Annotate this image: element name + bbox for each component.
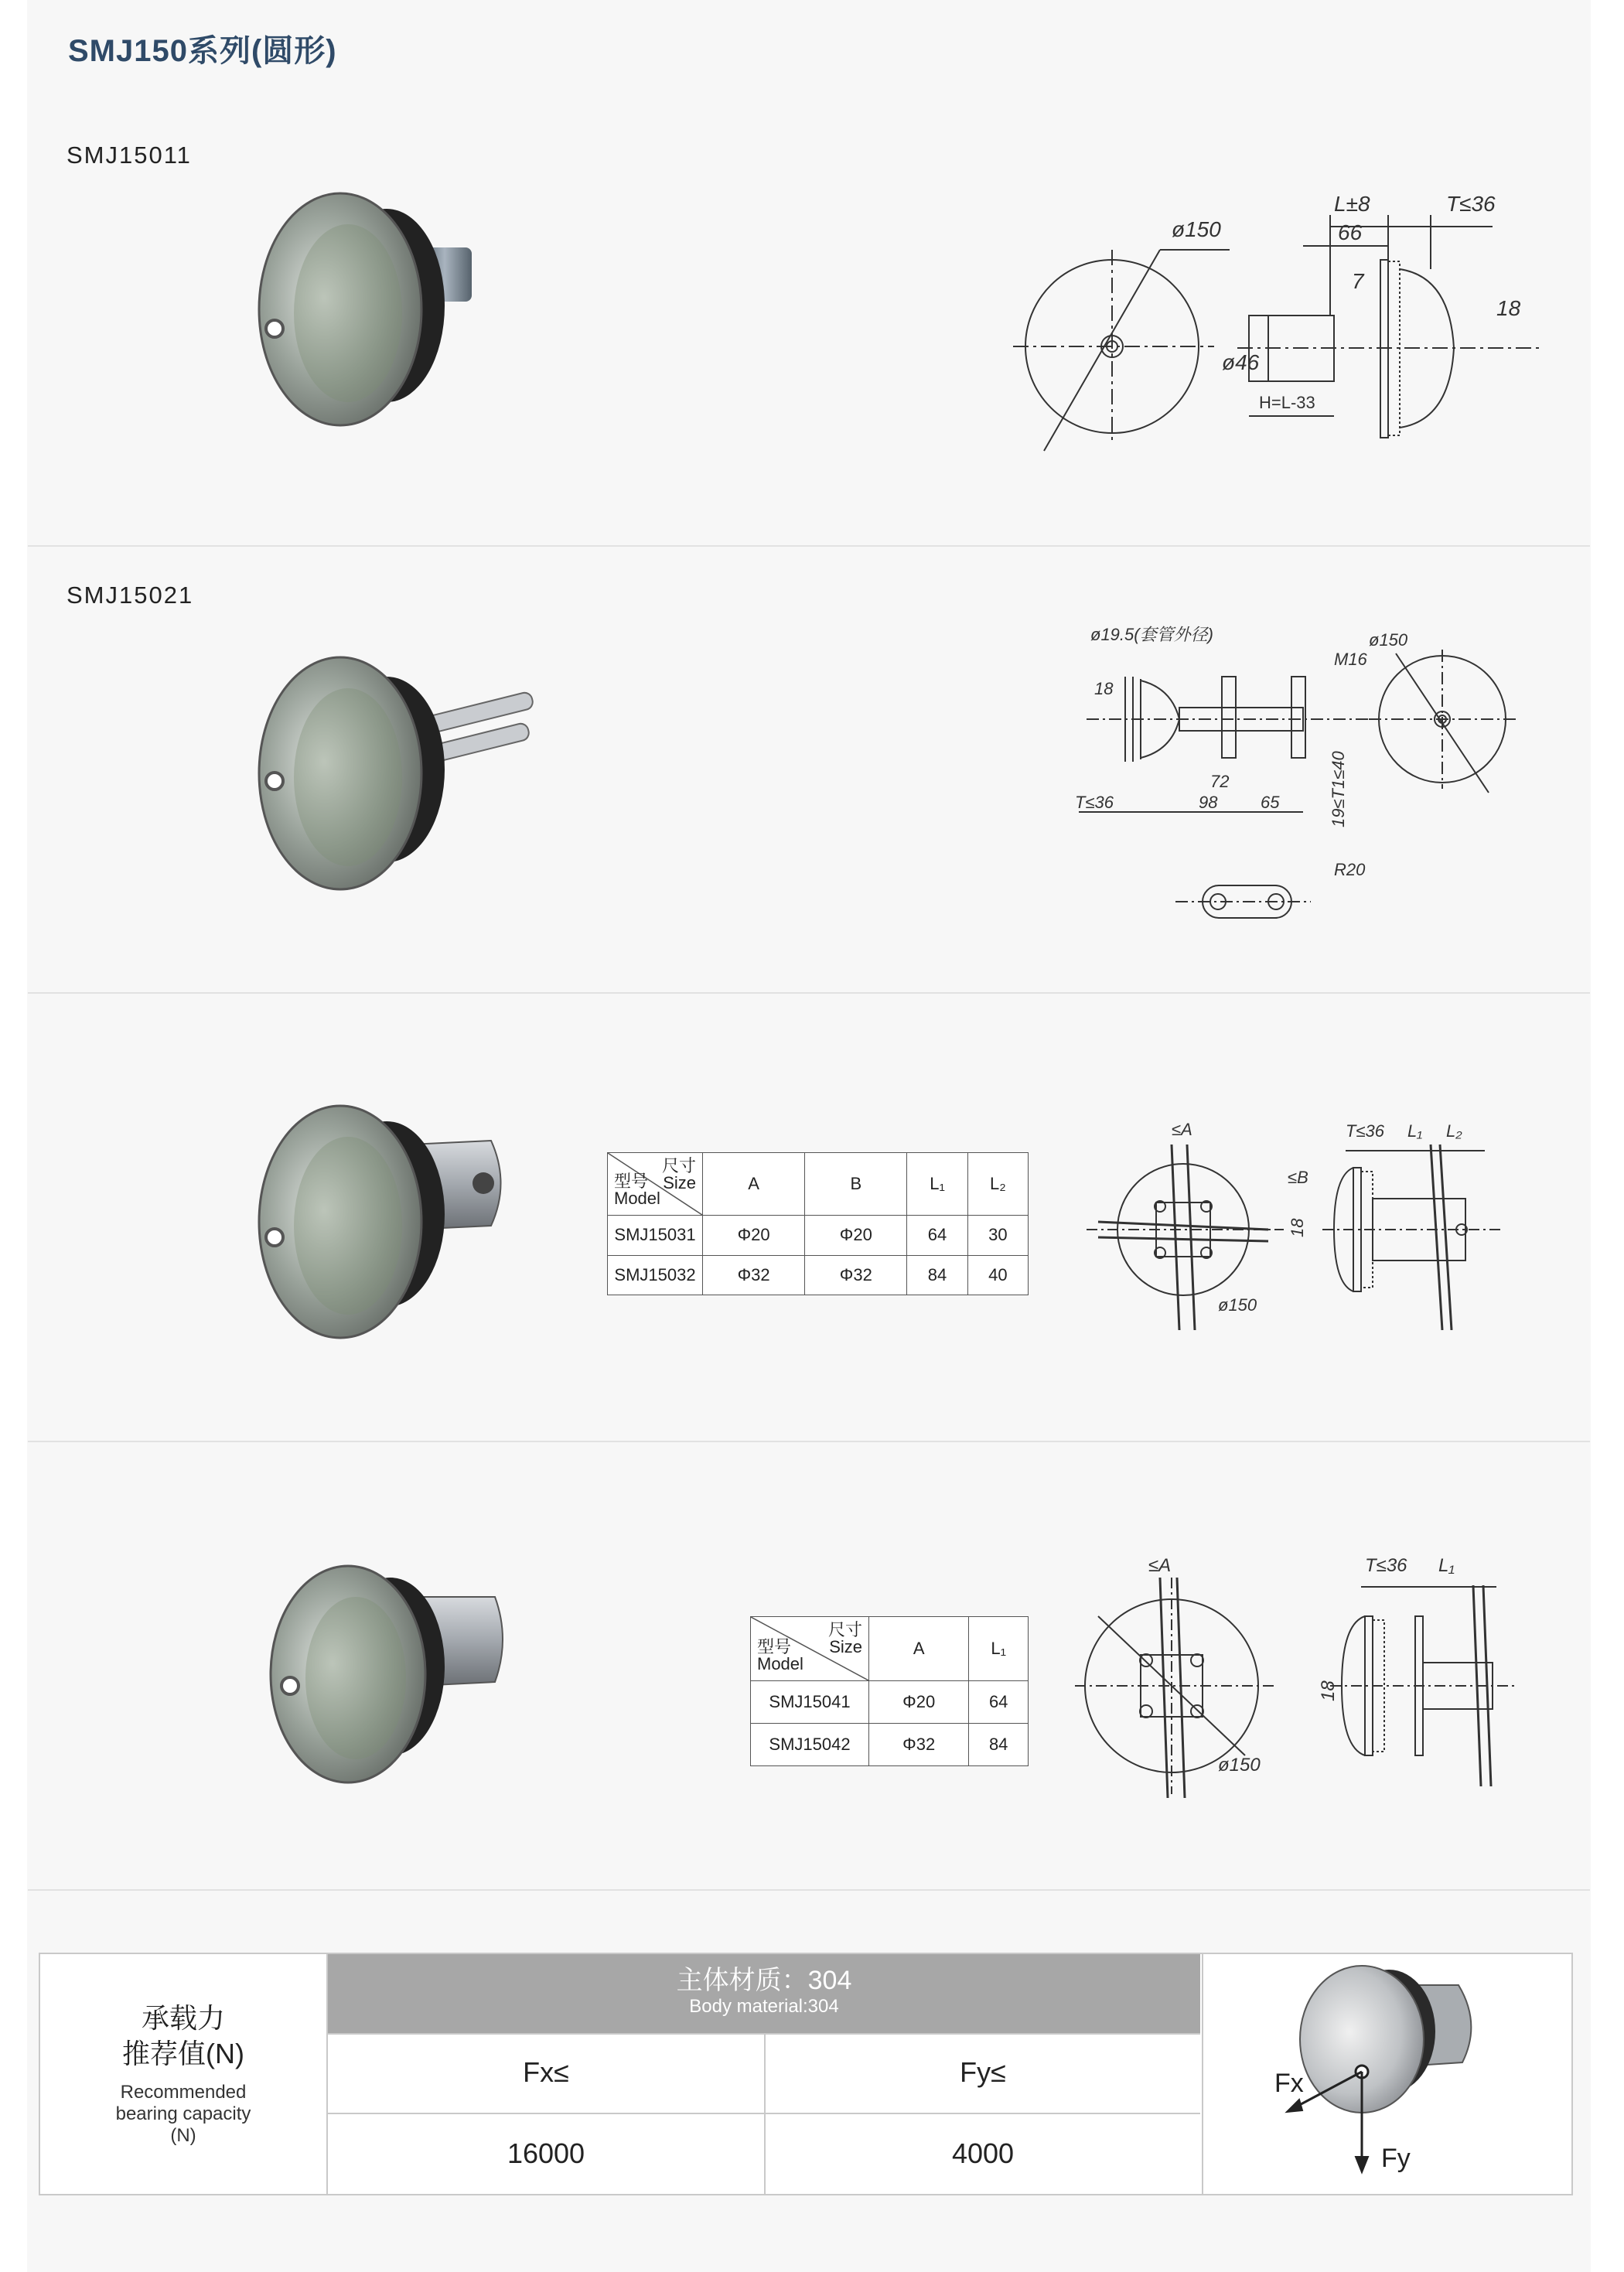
technical-drawing-smj1503 xyxy=(1083,1114,1516,1330)
capacity-label-en-3: (N) xyxy=(170,2125,196,2146)
dim-l-tolerance: L±8 xyxy=(1334,192,1370,216)
fy-label: Fy≤ xyxy=(960,2056,1006,2088)
table-row xyxy=(608,1216,1029,1256)
table-cell: 64 xyxy=(907,1216,967,1256)
corner-model-cn: 型号 xyxy=(757,1637,792,1656)
dim-18: 18 xyxy=(1318,1680,1339,1701)
table-row xyxy=(608,1255,1029,1295)
spec-table-smj1503 xyxy=(607,1152,1029,1295)
corner-model-en: Model xyxy=(614,1189,660,1208)
dim-7: 7 xyxy=(1352,269,1364,293)
dim-r20: R20 xyxy=(1334,860,1366,879)
diagram-fx-label: Fx xyxy=(1274,2069,1304,2098)
corner-model-cn: 型号 xyxy=(614,1172,649,1191)
corner-model-en: Model xyxy=(757,1654,803,1673)
dim-l1: L₁ xyxy=(1438,1555,1455,1576)
fy-value: 4000 xyxy=(951,2137,1015,2169)
table-cell: 84 xyxy=(969,1724,1029,1766)
bearing-capacity-table xyxy=(39,1953,1573,2195)
dim-b: ≤B xyxy=(1288,1168,1308,1187)
technical-drawing-smj1504 xyxy=(1075,1547,1523,1802)
table-cell: 40 xyxy=(967,1255,1028,1295)
dim-a: ≤A xyxy=(1148,1555,1172,1576)
product-photo-smj15021 xyxy=(224,653,557,901)
capacity-label-en: Recommended xyxy=(120,2082,247,2103)
section-divider xyxy=(28,992,1590,994)
technical-drawing-smj15011 xyxy=(998,184,1554,462)
material-en: Body material:304 xyxy=(689,1996,839,2017)
capacity-label-cn-2: 推荐值(N) xyxy=(122,2038,244,2069)
column-header: L₁ xyxy=(969,1617,1029,1681)
corner-size-cn: 尺寸 xyxy=(827,1620,862,1639)
dim-diameter: ø150 xyxy=(1218,1755,1261,1776)
dim-t-max: T≤36 xyxy=(1075,793,1114,812)
table-cell: 30 xyxy=(967,1216,1028,1256)
model-label-smj15011: SMJ15011 xyxy=(67,142,192,169)
capacity-label-cn: 承载力 xyxy=(141,2002,225,2034)
dim-t1: 19≤T1≤40 xyxy=(1329,751,1348,827)
section-divider xyxy=(28,1441,1590,1442)
column-header: L₁ xyxy=(907,1153,967,1216)
capacity-label-en-2: bearing capacity xyxy=(115,2103,251,2124)
dim-18: 18 xyxy=(1094,679,1114,698)
table-cell: Φ20 xyxy=(703,1216,805,1256)
corner-size-cn: 尺寸 xyxy=(661,1156,696,1175)
dim-72: 72 xyxy=(1210,772,1230,791)
dim-diameter: ø150 xyxy=(1218,1295,1257,1315)
section-divider xyxy=(28,1889,1590,1891)
table-cell: Φ32 xyxy=(805,1255,907,1295)
table-row xyxy=(751,1724,1029,1766)
table-cell: 64 xyxy=(969,1681,1029,1724)
column-header: A xyxy=(869,1617,969,1681)
dim-46: ø46 xyxy=(1222,350,1260,374)
dim-65: 65 xyxy=(1261,793,1280,812)
spec-table-smj1504 xyxy=(750,1616,1029,1766)
product-photo-smj15011 xyxy=(224,189,503,445)
dim-tube: ø19.5(套管外径) xyxy=(1090,625,1213,644)
table-cell: SMJ15042 xyxy=(751,1724,869,1766)
table-cell: SMJ15031 xyxy=(608,1216,703,1256)
table-cell: SMJ15041 xyxy=(751,1681,869,1724)
table-cell: Φ32 xyxy=(703,1255,805,1295)
dim-66: 66 xyxy=(1338,220,1363,244)
fx-value: 16000 xyxy=(507,2137,585,2169)
dim-h: H=L-33 xyxy=(1259,393,1315,412)
table-cell: Φ32 xyxy=(869,1724,969,1766)
dim-t-max: T≤36 xyxy=(1365,1555,1407,1576)
column-header: A xyxy=(703,1153,805,1216)
table-cell: 84 xyxy=(907,1255,967,1295)
corner-size-en: Size xyxy=(663,1173,696,1192)
dim-98: 98 xyxy=(1199,793,1218,812)
table-cell: Φ20 xyxy=(869,1681,969,1724)
column-header: L₂ xyxy=(967,1153,1028,1216)
corner-size-en: Size xyxy=(829,1637,862,1656)
table-corner-cell xyxy=(751,1617,869,1681)
dim-l2: L₂ xyxy=(1446,1121,1462,1141)
product-photo-smj1504 xyxy=(240,1562,518,1794)
material-cn: 主体材质：304 xyxy=(676,1966,852,1995)
table-cell: SMJ15032 xyxy=(608,1255,703,1295)
table-corner-cell xyxy=(608,1153,703,1216)
column-header: B xyxy=(805,1153,907,1216)
section-divider xyxy=(28,545,1590,547)
dim-18: 18 xyxy=(1496,296,1521,320)
diagram-fy-label: Fy xyxy=(1381,2144,1411,2173)
force-diagram xyxy=(1202,1954,1573,2194)
dim-diameter: ø150 xyxy=(1369,630,1408,650)
fx-label: Fx≤ xyxy=(523,2056,569,2088)
table-cell: Φ20 xyxy=(805,1216,907,1256)
page-title: SMJ150系列(圆形) xyxy=(68,34,337,68)
dim-18: 18 xyxy=(1288,1218,1307,1237)
capacity-label-cell xyxy=(40,1954,328,2194)
dim-diameter: ø150 xyxy=(1172,217,1221,241)
material-header xyxy=(328,1954,1200,2033)
model-label-smj15021: SMJ15021 xyxy=(67,582,194,609)
dim-a: ≤A xyxy=(1172,1120,1192,1139)
table-row xyxy=(751,1681,1029,1724)
dim-l1: L₁ xyxy=(1407,1121,1423,1141)
dim-m16: M16 xyxy=(1334,650,1367,669)
product-photo-smj1503 xyxy=(224,1102,518,1349)
dim-t-max: T≤36 xyxy=(1446,192,1496,216)
dim-t-max: T≤36 xyxy=(1346,1121,1384,1141)
technical-drawing-smj15021 xyxy=(1071,619,1535,928)
